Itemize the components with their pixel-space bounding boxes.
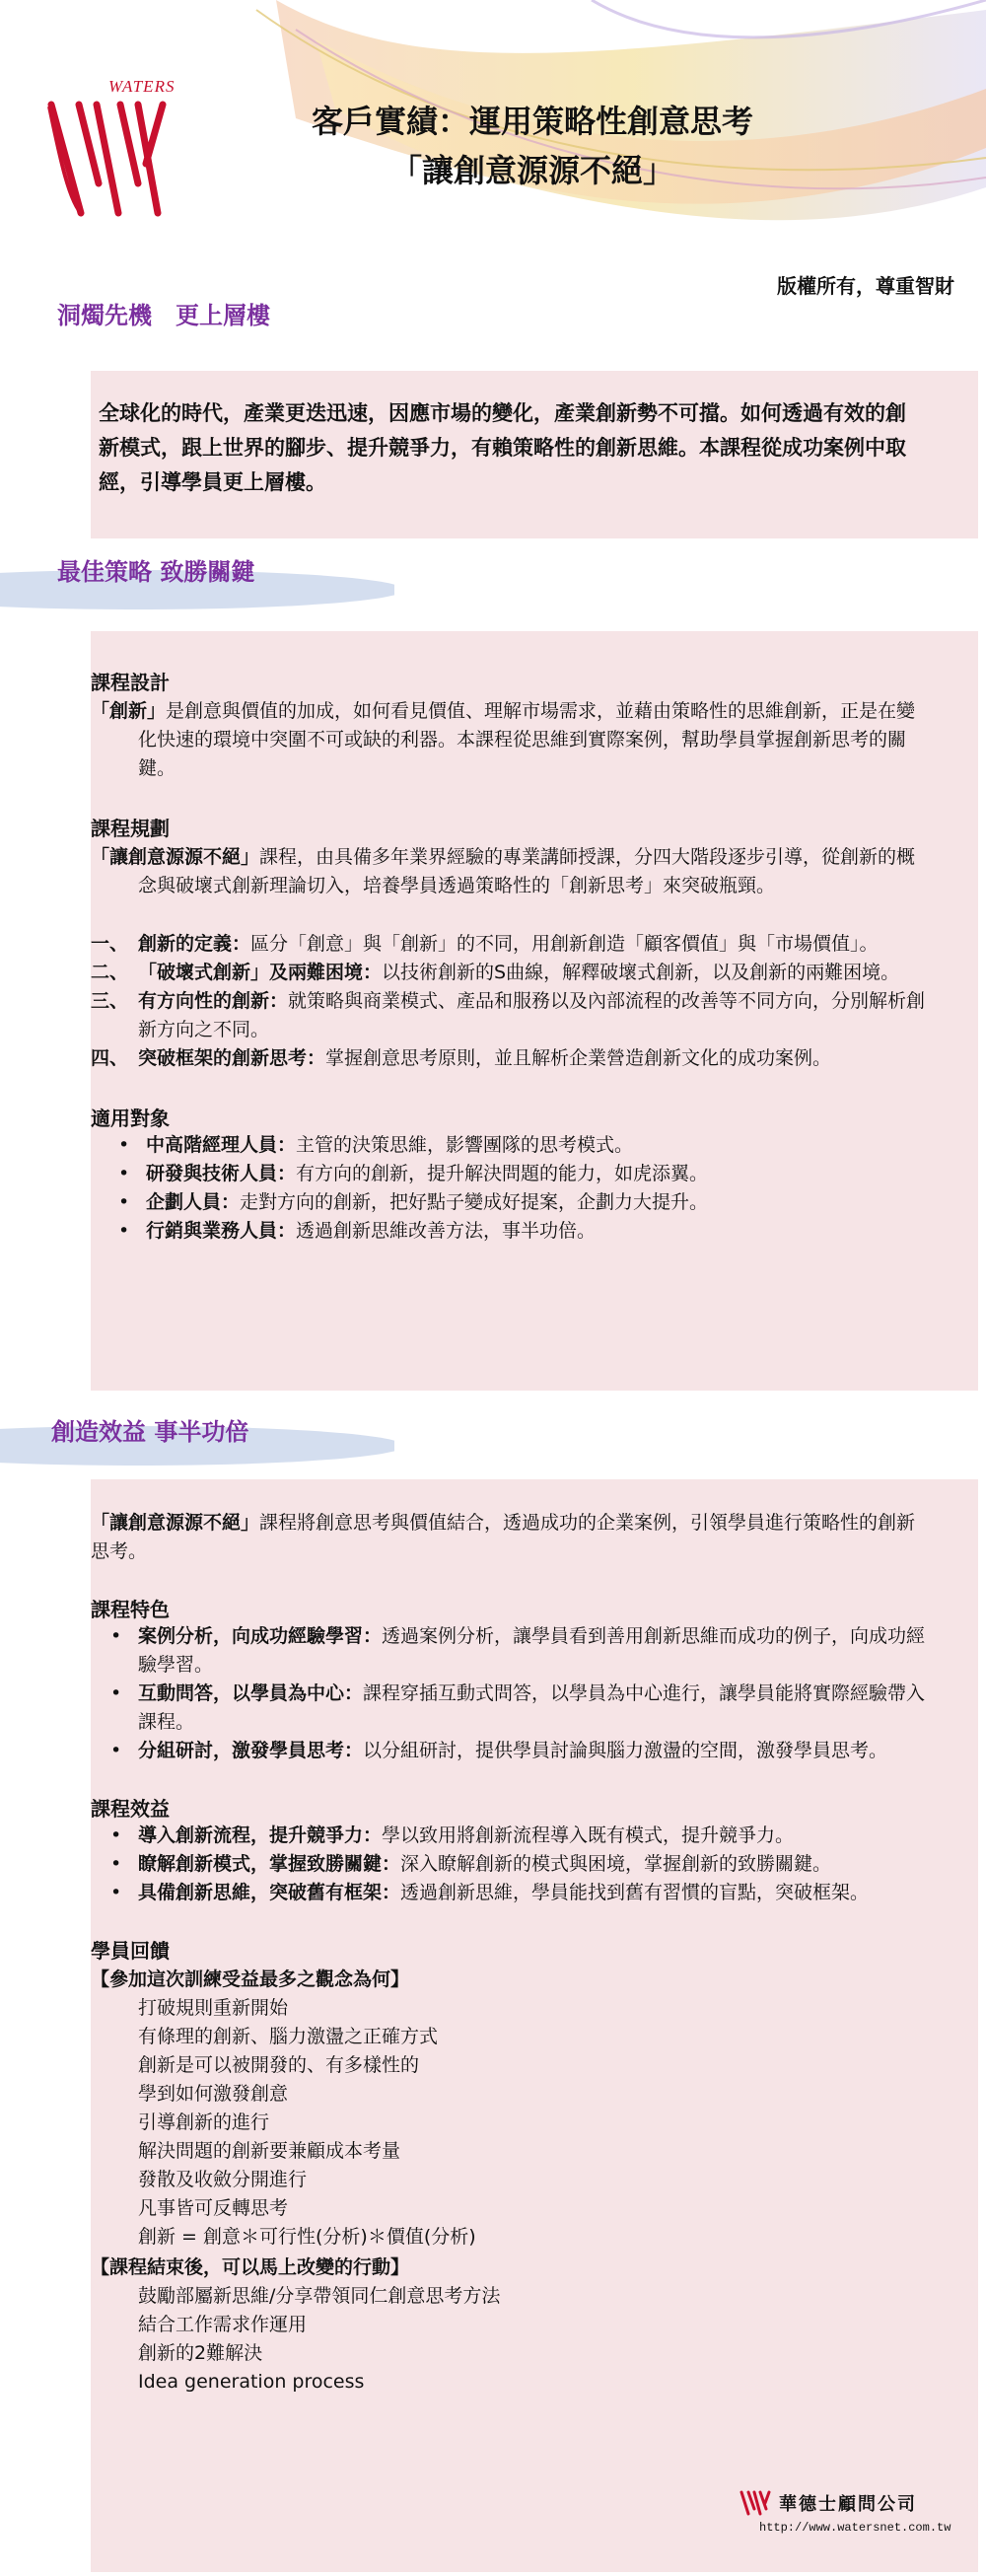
feature-title: 互動問答，以學員為中心： xyxy=(138,1682,364,1704)
feature-text: 以分組研討，提供學員討論與腦力激盪的空間，激發學員思考。 xyxy=(363,1740,888,1761)
footer-company-name: 華德士顧問公司 xyxy=(779,2494,917,2515)
logo-wordmark: WATERS xyxy=(108,77,176,96)
course-design-title: 課程設計 xyxy=(91,671,170,694)
list-item: 引導創新的進行 xyxy=(138,2111,270,2133)
benefit-text: 透過創新思維，學員能找到舊有習慣的盲點，突破框架。 xyxy=(400,1882,870,1903)
footer-w-mark-icon xyxy=(740,2489,773,2517)
audience-text: 有方向的創新，提升解決問題的能力，如虎添翼。 xyxy=(296,1163,709,1184)
section2-heading: 最佳策略 致勝關鍵 xyxy=(57,558,255,586)
list-item: • 行銷與業務人員：透過創新思維改善方法，事半功倍。 xyxy=(118,1220,597,1242)
stage-item xyxy=(91,930,929,959)
list-item: • 案例分析，向成功經驗學習：透過案例分析，讓學員看到善用創新思維而成功的例子，向成功經驗學習。 xyxy=(110,1625,926,1676)
feedback-question-1: 【參加這次訓練受益最多之觀念為何】 xyxy=(91,1968,410,1990)
stage-number: 四、 xyxy=(91,1047,129,1069)
course-plan-title: 課程規劃 xyxy=(91,817,170,840)
features-list xyxy=(110,1622,929,1765)
list-item: 創新的2難解決 xyxy=(138,2342,263,2364)
stage-number: 二、 xyxy=(91,962,129,983)
stage-item xyxy=(91,987,929,1044)
benefits-intro-lead: 「讓創意源源不絕」 xyxy=(91,1512,260,1534)
feedback-answers-2 xyxy=(91,2282,929,2397)
feedback-answers-1 xyxy=(91,1994,929,2252)
course-plan-lead: 「讓創意源源不絕」 xyxy=(91,846,260,868)
intro-paragraph: 全球化的時代，產業更迭迅速，因應市場的變化，產業創新勢不可擋。如何透過有效的創新模式，跟上世界的腳步、提升競爭力，有賴策略性的創新思維。本課程從成功案例中取經，引導學員更上層樓。 xyxy=(99,401,906,494)
audience-text: 走對方向的創新，把好點子變成好提案，企劃力大提升。 xyxy=(240,1191,709,1213)
stage-title: 創新的定義： xyxy=(138,933,251,955)
audience-text: 主管的決策思維，影響團隊的思考模式。 xyxy=(296,1134,634,1156)
list-item: 結合工作需求作運用 xyxy=(138,2314,308,2335)
list-item: 解決問題的創新要兼顧成本考量 xyxy=(138,2140,401,2162)
list-item: • 中高階經理人員：主管的決策思維，影響團隊的思考模式。 xyxy=(118,1134,634,1156)
page-title-line2: 「讓創意源源不絕」 xyxy=(389,152,674,189)
section1-heading: 洞燭先機 更上層樓 xyxy=(57,302,270,329)
feature-text: 課程穿插互動式問答，以學員為中心進行，讓學員能將實際經驗帶入課程。 xyxy=(138,1682,926,1733)
feature-title: 案例分析，向成功經驗學習： xyxy=(138,1625,383,1647)
feature-title: 分組研討，激發學員思考： xyxy=(138,1740,364,1761)
audience-title-text: 行銷與業務人員： xyxy=(146,1220,297,1242)
stage-number: 一、 xyxy=(91,933,129,955)
course-plan-text xyxy=(91,843,929,900)
list-item: • 導入創新流程，提升競爭力：學以致用將創新流程導入既有模式，提升競爭力。 xyxy=(110,1825,795,1846)
course-design-text xyxy=(91,697,929,783)
benefit-title: 導入創新流程，提升競爭力： xyxy=(138,1825,383,1846)
page-title-line1: 客戶實績：運用策略性創意思考 xyxy=(311,103,753,140)
copyright-notice: 版權所有，尊重智財 xyxy=(777,274,954,298)
benefits-intro-text: 課程將創意思考與價值結合，透過成功的企業案例，引領學員進行策略性的創新思考。 xyxy=(91,1512,916,1562)
benefits-content xyxy=(91,1509,929,2397)
course-plan-body: 課程，由具備多年業界經驗的專業講師授課，分四大階段逐步引導，從創新的概念與破壞式創新理論切入，培養學員透過策略性的「創新思考」來突破瓶頸。 xyxy=(138,846,916,896)
list-item: • 瞭解創新模式，掌握致勝關鍵：深入瞭解創新的模式與困境，掌握創新的致勝關鍵。 xyxy=(110,1853,832,1875)
benefits-intro xyxy=(91,1509,929,1566)
course-design-lead: 「創新」 xyxy=(91,700,167,722)
benefits-title: 課程效益 xyxy=(91,1797,170,1821)
stage-item xyxy=(91,959,929,987)
benefit-title: 瞭解創新模式，掌握致勝關鍵： xyxy=(138,1853,401,1875)
waters-logo xyxy=(39,77,207,225)
list-item: 學到如何激發創意 xyxy=(138,2083,289,2105)
list-item: 凡事皆可反轉思考 xyxy=(138,2197,289,2219)
list-item: 打破規則重新開始 xyxy=(138,1997,289,2019)
benefit-title: 具備創新思維，突破舊有框架： xyxy=(138,1882,401,1903)
stage-item xyxy=(91,1044,929,1073)
list-item: • 互動問答，以學員為中心：課程穿插互動式問答，以學員為中心進行，讓學員能將實際經驗帶入課程。 xyxy=(110,1682,926,1733)
list-item: • 研發與技術人員：有方向的創新，提升解決問題的能力，如虎添翼。 xyxy=(118,1163,709,1184)
stage-text: 區分「創意」與「創新」的不同，用創新創造「顧客價值」與「市場價值」。 xyxy=(250,933,879,955)
list-item: • 企劃人員：走對方向的創新，把好點子變成好提案，企劃力大提升。 xyxy=(118,1191,709,1213)
audience-title: 適用對象 xyxy=(91,1107,170,1130)
list-item: • 具備創新思維，突破舊有框架：透過創新思維，學員能找到舊有習慣的盲點，突破框架。 xyxy=(110,1882,870,1903)
audience-title-text: 研發與技術人員： xyxy=(146,1163,297,1184)
footer-brand xyxy=(740,2489,951,2535)
benefit-text: 深入瞭解創新的模式與困境，掌握創新的致勝關鍵。 xyxy=(400,1853,832,1875)
list-item: 有條理的創新、腦力激盪之正確方式 xyxy=(138,2026,439,2047)
feature-text: 透過案例分析，讓學員看到善用創新思維而成功的例子，向成功經驗學習。 xyxy=(138,1625,926,1676)
list-item: 發散及收斂分開進行 xyxy=(138,2169,308,2190)
benefit-text: 學以致用將創新流程導入既有模式，提升競爭力。 xyxy=(382,1825,795,1846)
course-details xyxy=(91,667,929,1246)
stage-number: 三、 xyxy=(91,990,129,1012)
list-item: 創新是可以被開發的、有多樣性的 xyxy=(138,2054,420,2076)
stage-title: 「破壞式創新」及兩難困境： xyxy=(138,962,383,983)
list-item: 創新 = 創意＊可行性(分析)＊價值(分析) xyxy=(138,2226,476,2248)
feedback-question-2: 【課程結束後，可以馬上改變的行動】 xyxy=(91,2256,410,2278)
stage-title: 有方向性的創新： xyxy=(138,990,289,1012)
list-item: Idea generation process xyxy=(138,2371,365,2393)
benefits-list xyxy=(110,1822,929,1907)
features-title: 課程特色 xyxy=(91,1598,170,1621)
footer-url[interactable]: http://www.watersnet.com.tw xyxy=(759,2521,951,2535)
audience-title-text: 中高階經理人員： xyxy=(146,1134,297,1156)
course-design-body: 是創意與價值的加成，如何看見價值、理解市場需求，並藉由策略性的思維創新，正是在變化快速的環境中突圍不可或缺的利器。本課程從思維到實際案例，幫助學員掌握創新思考的關鍵。 xyxy=(138,700,916,779)
audience-title-text: 企劃人員： xyxy=(146,1191,241,1213)
section3-heading: 創造效益 事半功倍 xyxy=(51,1418,249,1446)
feedback-title: 學員回饋 xyxy=(91,1939,170,1963)
stage-list xyxy=(91,930,929,1073)
stage-title: 突破框架的創新思考： xyxy=(138,1047,326,1069)
list-item: • 分組研討，激發學員思考：以分組研討，提供學員討論與腦力激盪的空間，激發學員思考。 xyxy=(110,1740,888,1761)
list-item: 鼓勵部屬新思維/分享帶領同仁創意思考方法 xyxy=(138,2285,501,2307)
stage-text: 以技術創新的S曲線，解釋破壞式創新，以及創新的兩難困境。 xyxy=(382,962,900,983)
footer-logo-row xyxy=(740,2489,947,2517)
audience-text: 透過創新思維改善方法，事半功倍。 xyxy=(296,1220,597,1242)
audience-list xyxy=(118,1131,929,1246)
stage-text: 掌握創意思考原則，並且解析企業營造創新文化的成功案例。 xyxy=(325,1047,832,1069)
logo-w-mark-icon xyxy=(39,95,207,223)
stage-text: 就策略與商業模式、產品和服務以及內部流程的改善等不同方向，分別解析創新方向之不同。 xyxy=(138,990,926,1040)
